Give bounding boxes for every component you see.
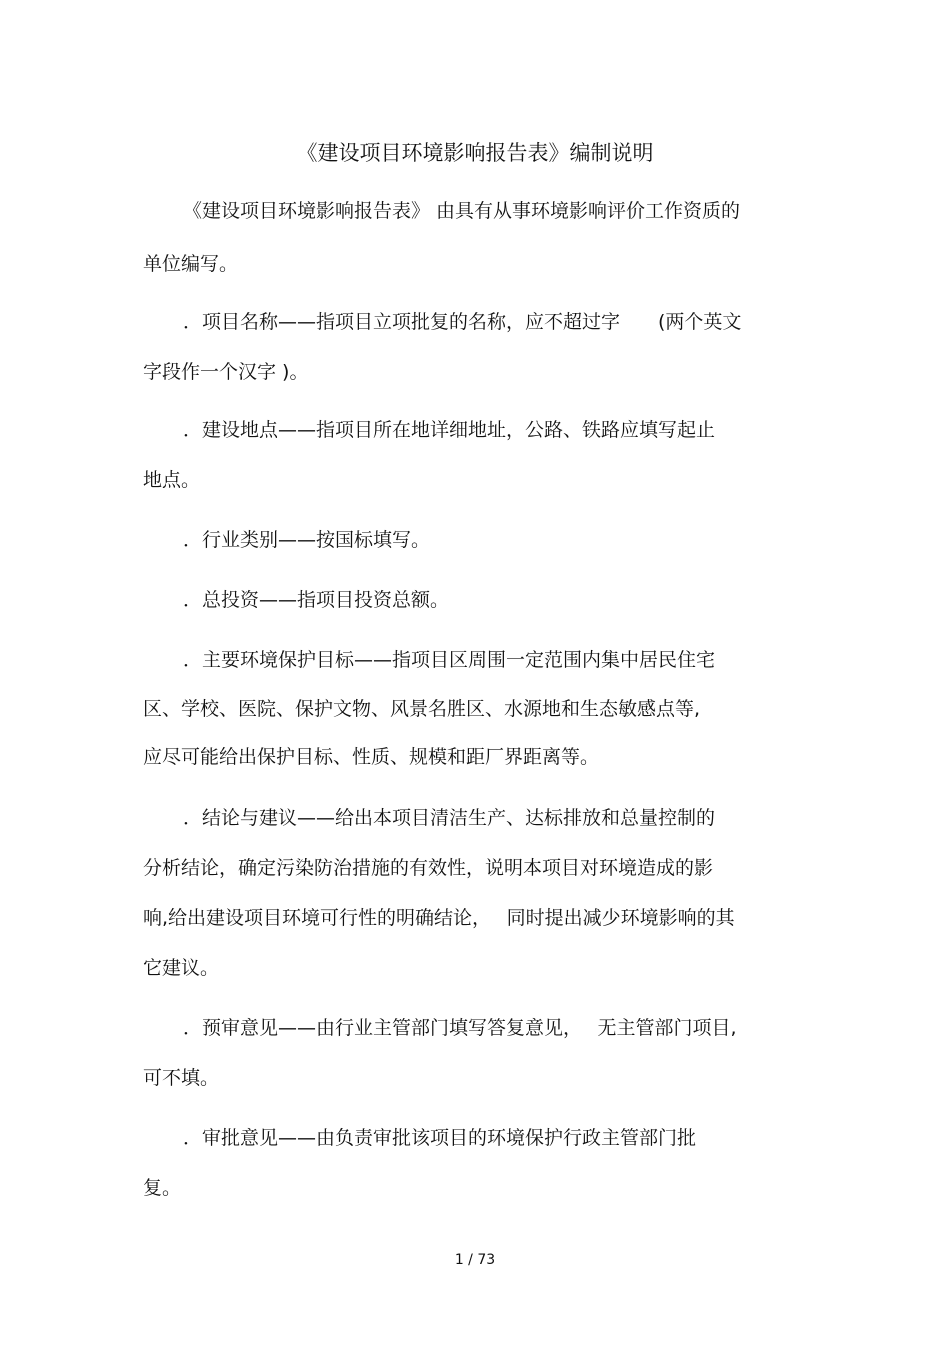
item-approval-opinion-line-2: 复。 bbox=[143, 1177, 182, 1199]
item-protection-targets-line-3: 应尽可能给出保护目标、性质、规模和距厂界距离等。 bbox=[143, 746, 600, 768]
item-preliminary-review-line-1: ．预审意见——由行业主管部门填写答复意见， 无主管部门项目, bbox=[183, 1017, 737, 1039]
document-title: 《建设项目环境影响报告表》编制说明 bbox=[296, 141, 654, 165]
item-project-name-line-1: ．项目名称——指项目立项批复的名称，应不超过字 (两个英文 bbox=[183, 311, 742, 333]
item-protection-targets-line-2: 区、学校、医院、保护文物、风景名胜区、水源地和生态敏感点等, bbox=[143, 698, 701, 720]
item-project-name-line-2: 字段作一个汉字 )。 bbox=[143, 361, 309, 383]
item-conclusion-line-3: 响,给出建设项目环境可行性的明确结论， 同时提出减少环境影响的其 bbox=[143, 907, 735, 929]
item-protection-targets-line-1: ．主要环境保护目标——指项目区周围一定范围内集中居民住宅 bbox=[183, 649, 716, 671]
item-conclusion-line-1: ．结论与建议——给出本项目清洁生产、达标排放和总量控制的 bbox=[183, 807, 716, 829]
item-investment-line-1: ．总投资——指项目投资总额。 bbox=[183, 589, 450, 611]
paragraph-intro-line-2: 单位编写。 bbox=[143, 253, 239, 275]
item-industry-line-1: ．行业类别——按国标填写。 bbox=[183, 529, 431, 551]
item-conclusion-line-4: 它建议。 bbox=[143, 957, 220, 979]
page-number: 1 / 73 bbox=[454, 1252, 496, 1268]
paragraph-intro-line-1: 《建设项目环境影响报告表》 由具有从事环境影响评价工作资质的 bbox=[183, 200, 741, 222]
item-approval-opinion-line-1: ．审批意见——由负责审批该项目的环境保护行政主管部门批 bbox=[183, 1127, 697, 1149]
item-location-line-1: ．建设地点——指项目所在地详细地址，公路、铁路应填写起止 bbox=[183, 419, 716, 441]
item-conclusion-line-2: 分析结论，确定污染防治措施的有效性，说明本项目对环境造成的影 bbox=[143, 857, 714, 879]
item-preliminary-review-line-2: 可不填。 bbox=[143, 1067, 220, 1089]
item-location-line-2: 地点。 bbox=[143, 469, 201, 491]
